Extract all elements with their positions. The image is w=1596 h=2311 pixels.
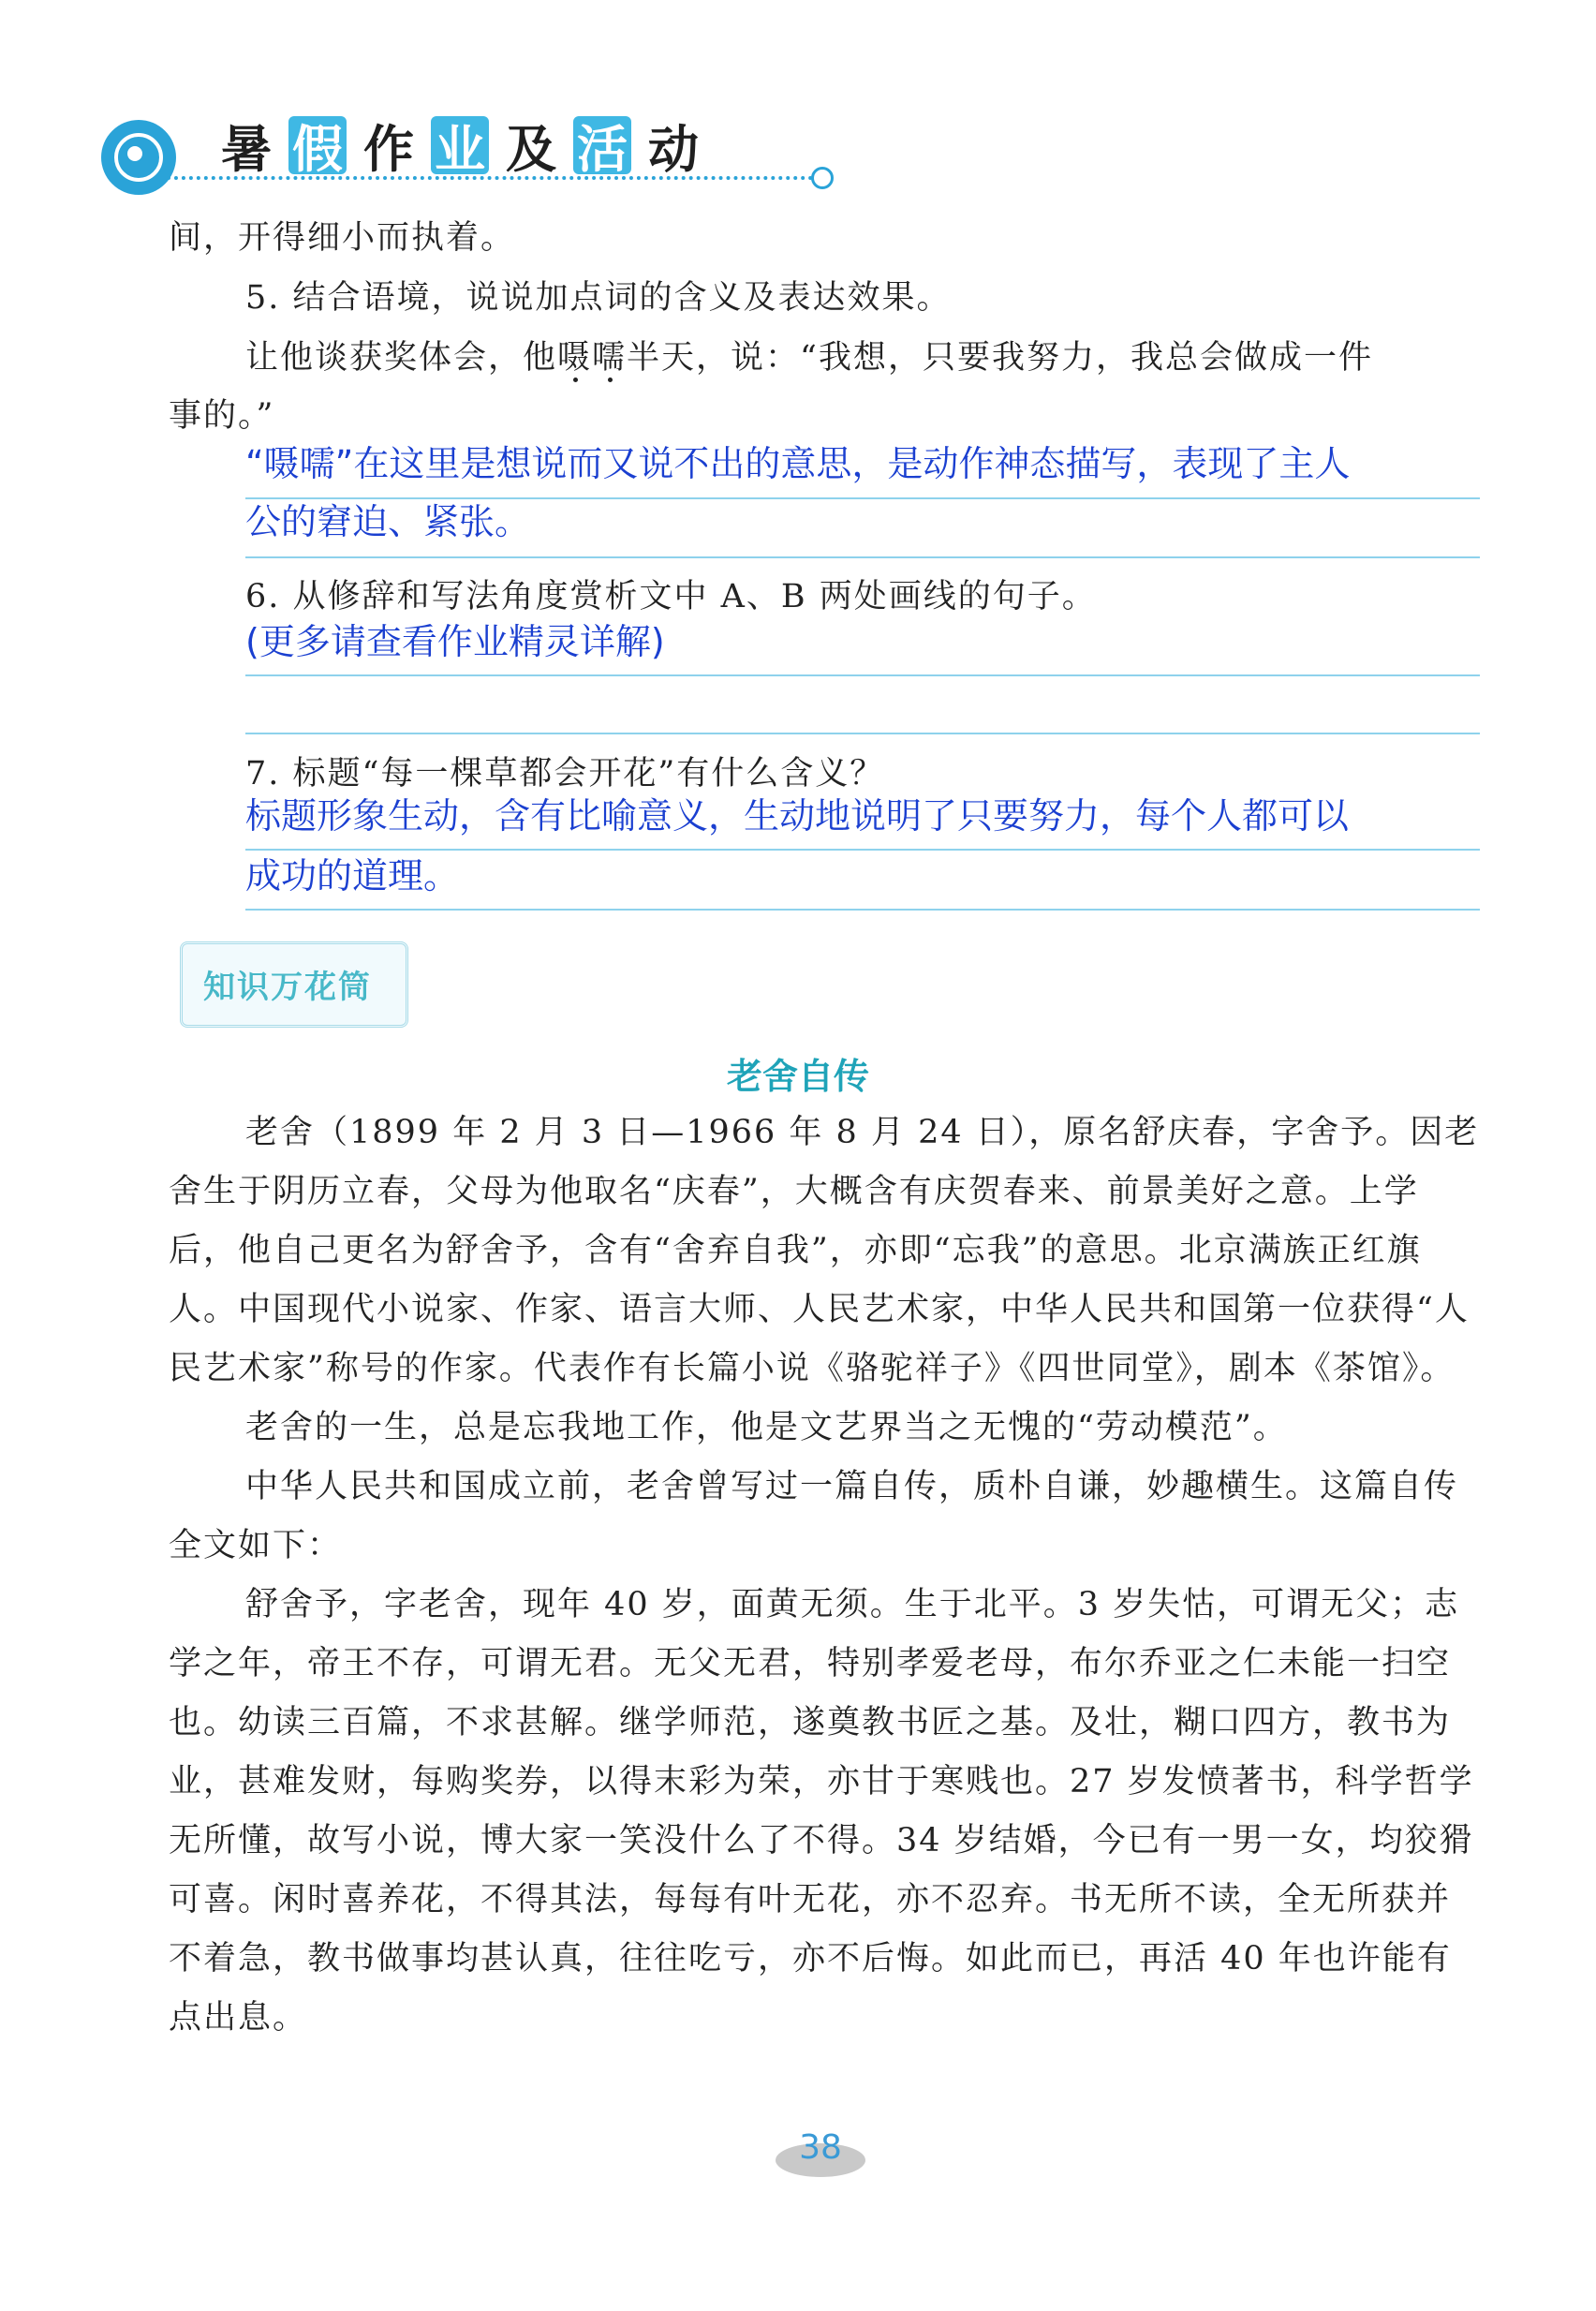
answer-rule [245,674,1480,676]
q5-answer-line-2: 公的窘迫、紧张。 [245,501,531,542]
article-paragraph: 老舍（1899 年 2 月 3 日—1966 年 8 月 24 日），原名舒庆春，字舍予。因老舍生于阴历立春，父母为他取名“庆春”，大概含有庆贺春来、前景美好之意。上学后，他自己更名为舒舍予，含有“舍弃自我”，亦即“忘我”的意思。北京满族正红旗人。中国现代小说家、作家、语言大师、人民艺术家，中华人民共和国第一位获得“人民艺术家”称号的作家。代表作有长篇小说《骆驼祥子》《四世同堂》，剧本《茶馆》。 [169,1114,1480,1387]
article-body [169,1104,1480,2048]
q7-answer-line-1: 标题形象生动，含有比喻意义，生动地说明了只要努力，每个人都可以 [245,795,1350,837]
q5-context-line-1 [245,337,1373,378]
article-title: 老舍自传 [726,1056,869,1097]
q5-context-part-b: 半天，说：“我想，只要我努力，我总会做成一件 [627,339,1373,377]
question-5: 5. 结合语境，说说加点词的含义及表达效果。 [245,279,952,317]
title-char: 活 [573,116,631,174]
answer-rule [245,556,1480,558]
series-logo-icon [101,120,176,195]
title-char: 及 [506,119,556,179]
article-paragraph: 舒舍予，字老舍，现年 40 岁，面黄无须。生于北平。3 岁失怙，可谓无父；志学之年，帝王不存，可谓无君。无父无君，特别孝爱老母，布尔乔亚之仁未能一扫空也。幼读三百篇，不求甚解。继学师范，遂奠教书匠之基。及壮，糊口四方，教书为业，甚难发财，每购奖券，以得末彩为荣，亦甘于寒贱也。27 岁发愤著书，科学哲学无所懂，故写小说，博大家一笑没什么了不得。34 岁结婚，今已有一男一女，均狡猾可喜。闲时喜养花，不得其法，每每有叶无花，亦不忍弃。书无所不读，全无所获并不着急，教书做事均甚认真，往往吃亏，亦不后悔。如此而已，再活 40 年也许能有点出息。 [169,1586,1474,2037]
title-char: 作 [363,119,414,179]
header-dotted-line [167,176,813,180]
answer-rule [245,733,1480,734]
knowledge-tag-label: 知识万花筒 [203,969,372,1006]
q7-answer-line-2: 成功的道理。 [245,855,460,896]
article-paragraph: 老舍的一生，总是忘我地工作，他是文艺界当之无愧的“劳动模范”。 [245,1409,1288,1446]
emphasis-char: 嗫 [557,339,593,377]
title-char: 动 [648,119,699,179]
title-char: 假 [288,116,347,174]
continuation-text: 间，开得细小而执着。 [169,219,516,257]
question-6: 6. 从修辞和写法角度赏析文中 A、B 两处画线的句子。 [245,578,1097,615]
answer-rule [245,849,1480,851]
answer-rule [245,497,1480,499]
question-7: 7. 标题“每一棵草都会开花”有什么含义？ [245,755,885,793]
page-number: 38 [799,2128,842,2167]
article-paragraph: 中华人民共和国成立前，老舍曾写过一篇自传，质朴自谦，妙趣横生。这篇自传全文如下： [169,1468,1459,1564]
answer-rule [245,909,1480,911]
title-char: 暑 [221,119,272,179]
title-char: 业 [431,116,489,174]
header-dot-end-icon [811,167,834,189]
q6-note: (更多请查看作业精灵详解) [245,621,665,662]
q5-answer-line-1: “嗫嚅”在这里是想说而又说不出的意思，是动作神态描写，表现了主人 [245,443,1351,484]
q5-context-part-a: 让他谈获奖体会，他 [245,339,558,377]
q5-context-line-2: 事的。” [169,397,275,435]
series-title [217,112,702,178]
emphasis-char: 嚅 [592,339,628,377]
knowledge-tag [180,941,408,1028]
